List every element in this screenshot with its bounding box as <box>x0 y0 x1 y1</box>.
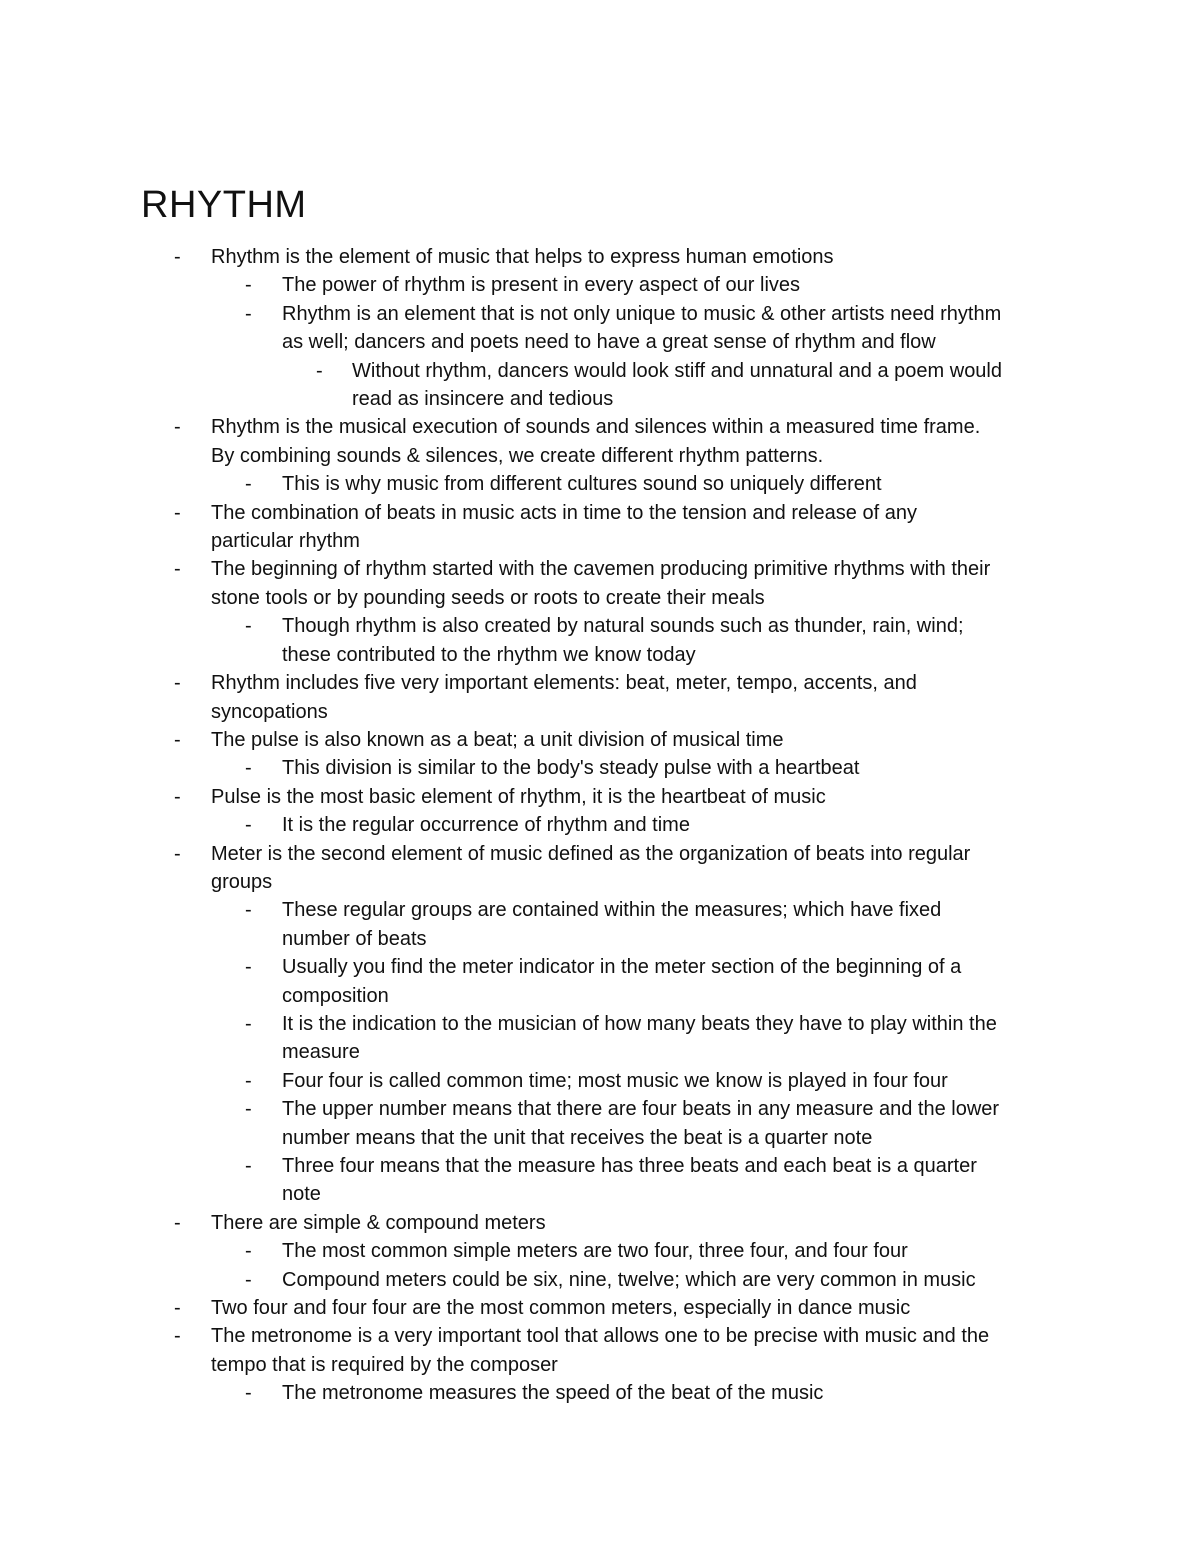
list-item-text: read as insincere and tedious <box>352 388 614 411</box>
bullet-dash: - <box>245 1069 252 1092</box>
list-item-text: The most common simple meters are two four, three four, and four four <box>282 1240 908 1263</box>
list-item-text: Rhythm includes five very important elements: beat, meter, tempo, accents, and <box>211 672 917 695</box>
list-item <box>0 840 1200 897</box>
bullet-dash: - <box>245 1268 252 1291</box>
list-item <box>0 243 1200 271</box>
list-item-text: It is the regular occurrence of rhythm and time <box>282 814 690 837</box>
list-item-text: syncopations <box>211 700 328 723</box>
list-item-text: There are simple & compound meters <box>211 1211 546 1234</box>
bullet-dash: - <box>245 899 252 922</box>
list-item-text: stone tools or by pounding seeds or roots to create their meals <box>211 586 765 609</box>
list-item-text: Rhythm is the musical execution of sounds and silences within a measured time frame. <box>211 416 981 439</box>
bullet-dash: - <box>174 672 181 695</box>
list-item <box>0 953 1200 1010</box>
list-item-text: It is the indication to the musician of how many beats they have to play within the <box>282 1012 997 1035</box>
list-item <box>0 1322 1200 1379</box>
bullet-dash: - <box>174 1325 181 1348</box>
list-item-text: Usually you find the meter indicator in the meter section of the beginning of a <box>282 956 962 979</box>
list-item <box>0 1237 1200 1265</box>
list-item <box>0 1067 1200 1095</box>
list-item-text: as well; dancers and poets need to have a great sense of rhythm and flow <box>282 331 936 354</box>
bullet-dash: - <box>174 416 181 439</box>
list-item <box>0 1266 1200 1294</box>
list-item-text: This is why music from different cultures sound so uniquely different <box>282 473 882 496</box>
document-title: RHYTHM <box>141 184 307 226</box>
list-item-text: Three four means that the measure has three beats and each beat is a quarter <box>282 1155 977 1177</box>
list-item-text: The metronome is a very important tool that allows one to be precise with music and the <box>211 1325 990 1348</box>
list-item-text: these contributed to the rhythm we know today <box>282 643 696 666</box>
list-item <box>0 1209 1200 1237</box>
list-item-text: By combining sounds & silences, we create different rhythm patterns. <box>211 444 824 467</box>
list-item <box>0 726 1200 754</box>
list-item <box>0 357 1200 414</box>
list-item <box>0 300 1200 357</box>
bullet-dash: - <box>245 1012 252 1035</box>
list-item <box>0 555 1200 612</box>
list-item-text: The pulse is also known as a beat; a unit division of musical time <box>211 728 784 751</box>
bullet-dash: - <box>174 501 181 524</box>
list-item <box>0 1010 1200 1067</box>
list-item-text: number of beats <box>282 927 427 950</box>
bullet-dash: - <box>245 274 252 297</box>
bullet-dash: - <box>245 1382 252 1405</box>
list-item <box>0 612 1200 669</box>
list-item-text: This division is similar to the body's steady pulse with a heartbeat <box>282 757 860 780</box>
bullet-dash: - <box>174 1211 181 1234</box>
list-item-text: The combination of beats in music acts in time to the tension and release of any <box>211 501 917 524</box>
list-item-text: Two four and four four are the most common meters, especially in dance music <box>211 1297 911 1320</box>
list-item-text: Four four is called common time; most music we know is played in four four <box>282 1069 948 1092</box>
list-item-text: Rhythm is the element of music that helps to express human emotions <box>211 246 834 268</box>
list-item <box>0 413 1200 470</box>
list-item-text: The upper number means that there are four beats in any measure and the lower <box>282 1098 1000 1121</box>
list-item <box>0 896 1200 953</box>
list-item-text: The beginning of rhythm started with the cavemen producing primitive rhythms with their <box>211 558 991 581</box>
list-item <box>0 1152 1200 1209</box>
bullet-dash: - <box>245 615 252 638</box>
list-item-text: note <box>282 1183 321 1206</box>
list-item <box>0 271 1200 299</box>
list-item <box>0 499 1200 556</box>
list-item <box>0 783 1200 811</box>
bullet-dash: - <box>245 473 252 496</box>
list-item-text: groups <box>211 870 273 893</box>
bullet-dash: - <box>245 1155 252 1177</box>
list-item-text: Pulse is the most basic element of rhythm, it is the heartbeat of music <box>211 785 826 808</box>
bullet-dash: - <box>174 246 181 268</box>
list-item-text: Without rhythm, dancers would look stiff and unnatural and a poem would <box>352 359 1002 382</box>
list-item-text: Compound meters could be six, nine, twelve; which are very common in music <box>282 1268 976 1291</box>
list-item-text: measure <box>282 1041 360 1064</box>
list-item <box>0 669 1200 726</box>
list-item-text: composition <box>282 984 389 1007</box>
list-item-text: The power of rhythm is present in every aspect of our lives <box>282 274 801 297</box>
list-item-text: number means that the unit that receives the beat is a quarter note <box>282 1126 873 1149</box>
list-item-text: These regular groups are contained within the measures; which have fixed <box>282 899 942 922</box>
list-item <box>0 470 1200 498</box>
bullet-dash: - <box>245 1240 252 1263</box>
bullet-dash: - <box>174 842 181 865</box>
list-item-text: Though rhythm is also created by natural sounds such as thunder, rain, wind; <box>282 615 964 638</box>
list-item-text: particular rhythm <box>211 530 360 553</box>
bullet-dash: - <box>174 558 181 581</box>
bullet-dash: - <box>174 1297 181 1320</box>
bullet-dash: - <box>316 359 323 382</box>
list-item-text: tempo that is required by the composer <box>211 1353 558 1376</box>
list-item <box>0 811 1200 839</box>
list-item <box>0 1379 1200 1407</box>
bullet-list <box>0 243 1200 1408</box>
bullet-dash: - <box>245 302 252 325</box>
list-item-text: Rhythm is an element that is not only unique to music & other artists need rhythm <box>282 302 1002 325</box>
list-item <box>0 1294 1200 1322</box>
list-item-text: The metronome measures the speed of the beat of the music <box>282 1382 824 1405</box>
bullet-dash: - <box>245 814 252 837</box>
bullet-dash: - <box>174 785 181 808</box>
bullet-dash: - <box>245 757 252 780</box>
bullet-dash: - <box>245 956 252 979</box>
list-item <box>0 1095 1200 1152</box>
list-item-text: Meter is the second element of music defined as the organization of beats into regular <box>211 842 971 865</box>
bullet-dash: - <box>174 728 181 751</box>
bullet-dash: - <box>245 1098 252 1121</box>
list-item <box>0 754 1200 782</box>
